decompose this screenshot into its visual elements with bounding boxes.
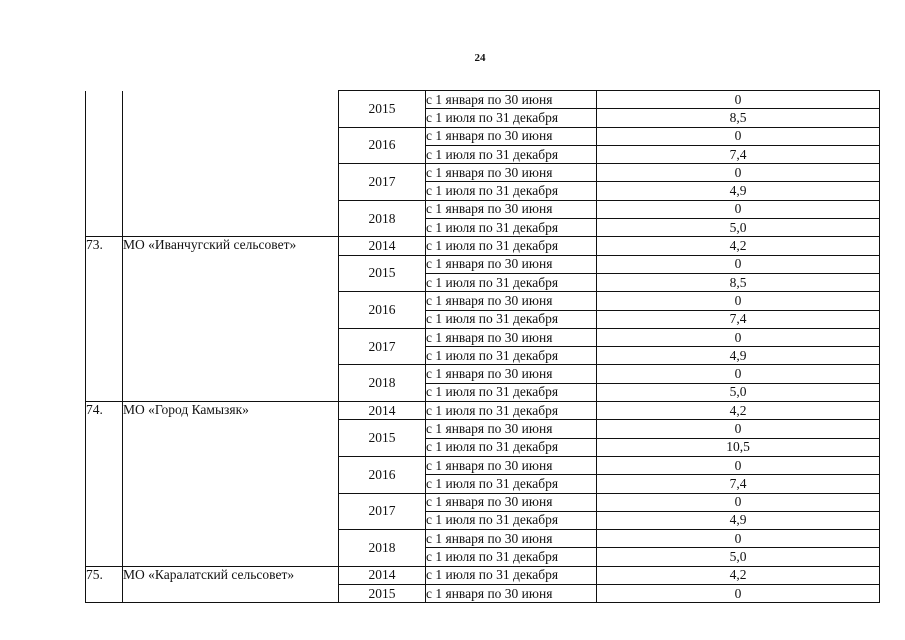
rate-cell: 0 [597,328,880,346]
row-number: 75. [86,566,123,603]
period-cell: с 1 июля по 31 декабря [426,310,597,328]
row-number: 73. [86,237,123,402]
rate-cell: 5,0 [597,219,880,237]
period-cell: с 1 июля по 31 декабря [426,109,597,127]
year-cell: 2018 [339,530,426,567]
rate-cell: 5,0 [597,548,880,566]
period-cell: с 1 января по 30 июня [426,164,597,182]
tariff-table-body [86,91,880,603]
year-cell: 2017 [339,164,426,201]
rate-cell: 7,4 [597,475,880,493]
period-cell: с 1 июля по 31 декабря [426,438,597,456]
rate-cell: 0 [597,420,880,438]
period-cell: с 1 июля по 31 декабря [426,347,597,365]
rate-cell: 10,5 [597,438,880,456]
period-cell: с 1 июля по 31 декабря [426,237,597,255]
period-cell: с 1 января по 30 июня [426,292,597,310]
rate-cell: 7,4 [597,310,880,328]
year-cell: 2015 [339,255,426,292]
year-cell: 2016 [339,456,426,493]
table-row [86,91,880,109]
rate-cell: 0 [597,585,880,603]
period-cell: с 1 июля по 31 декабря [426,219,597,237]
rate-cell: 4,2 [597,566,880,584]
rate-cell: 0 [597,91,880,109]
page-number: 24 [474,52,486,64]
year-cell: 2016 [339,127,426,164]
period-cell: с 1 января по 30 июня [426,420,597,438]
table-row [86,566,880,584]
period-cell: с 1 июля по 31 декабря [426,182,597,200]
period-cell: с 1 января по 30 июня [426,493,597,511]
period-cell: с 1 июля по 31 декабря [426,383,597,401]
period-cell: с 1 января по 30 июня [426,456,597,474]
municipality-name: МО «Иванчугский сельсовет» [123,237,339,402]
rate-cell: 8,5 [597,109,880,127]
period-cell: с 1 июля по 31 декабря [426,566,597,584]
year-cell: 2017 [339,328,426,365]
year-cell: 2014 [339,566,426,584]
period-cell: с 1 июля по 31 декабря [426,145,597,163]
rate-cell: 0 [597,200,880,218]
municipality-name: МО «Каралатский сельсовет» [123,566,339,603]
rate-cell: 4,9 [597,511,880,529]
municipality-name [123,91,339,237]
rate-cell: 0 [597,164,880,182]
period-cell: с 1 января по 30 июня [426,585,597,603]
period-cell: с 1 января по 30 июня [426,91,597,109]
rate-cell: 0 [597,456,880,474]
rate-cell: 7,4 [597,145,880,163]
rate-cell: 0 [597,127,880,145]
year-cell: 2015 [339,585,426,603]
year-cell: 2015 [339,420,426,457]
period-cell: с 1 июля по 31 декабря [426,475,597,493]
tariff-table [85,90,880,603]
period-cell: с 1 января по 30 июня [426,127,597,145]
rate-cell: 8,5 [597,273,880,291]
year-cell: 2017 [339,493,426,530]
rate-cell: 4,2 [597,402,880,420]
rate-cell: 0 [597,365,880,383]
municipality-name: МО «Город Камызяк» [123,402,339,567]
year-cell: 2014 [339,402,426,420]
year-cell: 2018 [339,200,426,237]
rate-cell: 4,9 [597,347,880,365]
rate-cell: 4,9 [597,182,880,200]
rate-cell: 0 [597,530,880,548]
year-cell: 2014 [339,237,426,255]
period-cell: с 1 июля по 31 декабря [426,548,597,566]
rate-cell: 5,0 [597,383,880,401]
period-cell: с 1 января по 30 июня [426,200,597,218]
year-cell: 2018 [339,365,426,402]
period-cell: с 1 июля по 31 декабря [426,402,597,420]
year-cell: 2016 [339,292,426,329]
rate-cell: 0 [597,493,880,511]
period-cell: с 1 января по 30 июня [426,328,597,346]
year-cell: 2015 [339,91,426,128]
table-row [86,237,880,255]
table-row [86,402,880,420]
rate-cell: 0 [597,255,880,273]
period-cell: с 1 июля по 31 декабря [426,511,597,529]
rate-cell: 4,2 [597,237,880,255]
period-cell: с 1 января по 30 июня [426,255,597,273]
period-cell: с 1 января по 30 июня [426,365,597,383]
row-number: 74. [86,402,123,567]
period-cell: с 1 января по 30 июня [426,530,597,548]
row-number [86,91,123,237]
rate-cell: 0 [597,292,880,310]
period-cell: с 1 июля по 31 декабря [426,273,597,291]
